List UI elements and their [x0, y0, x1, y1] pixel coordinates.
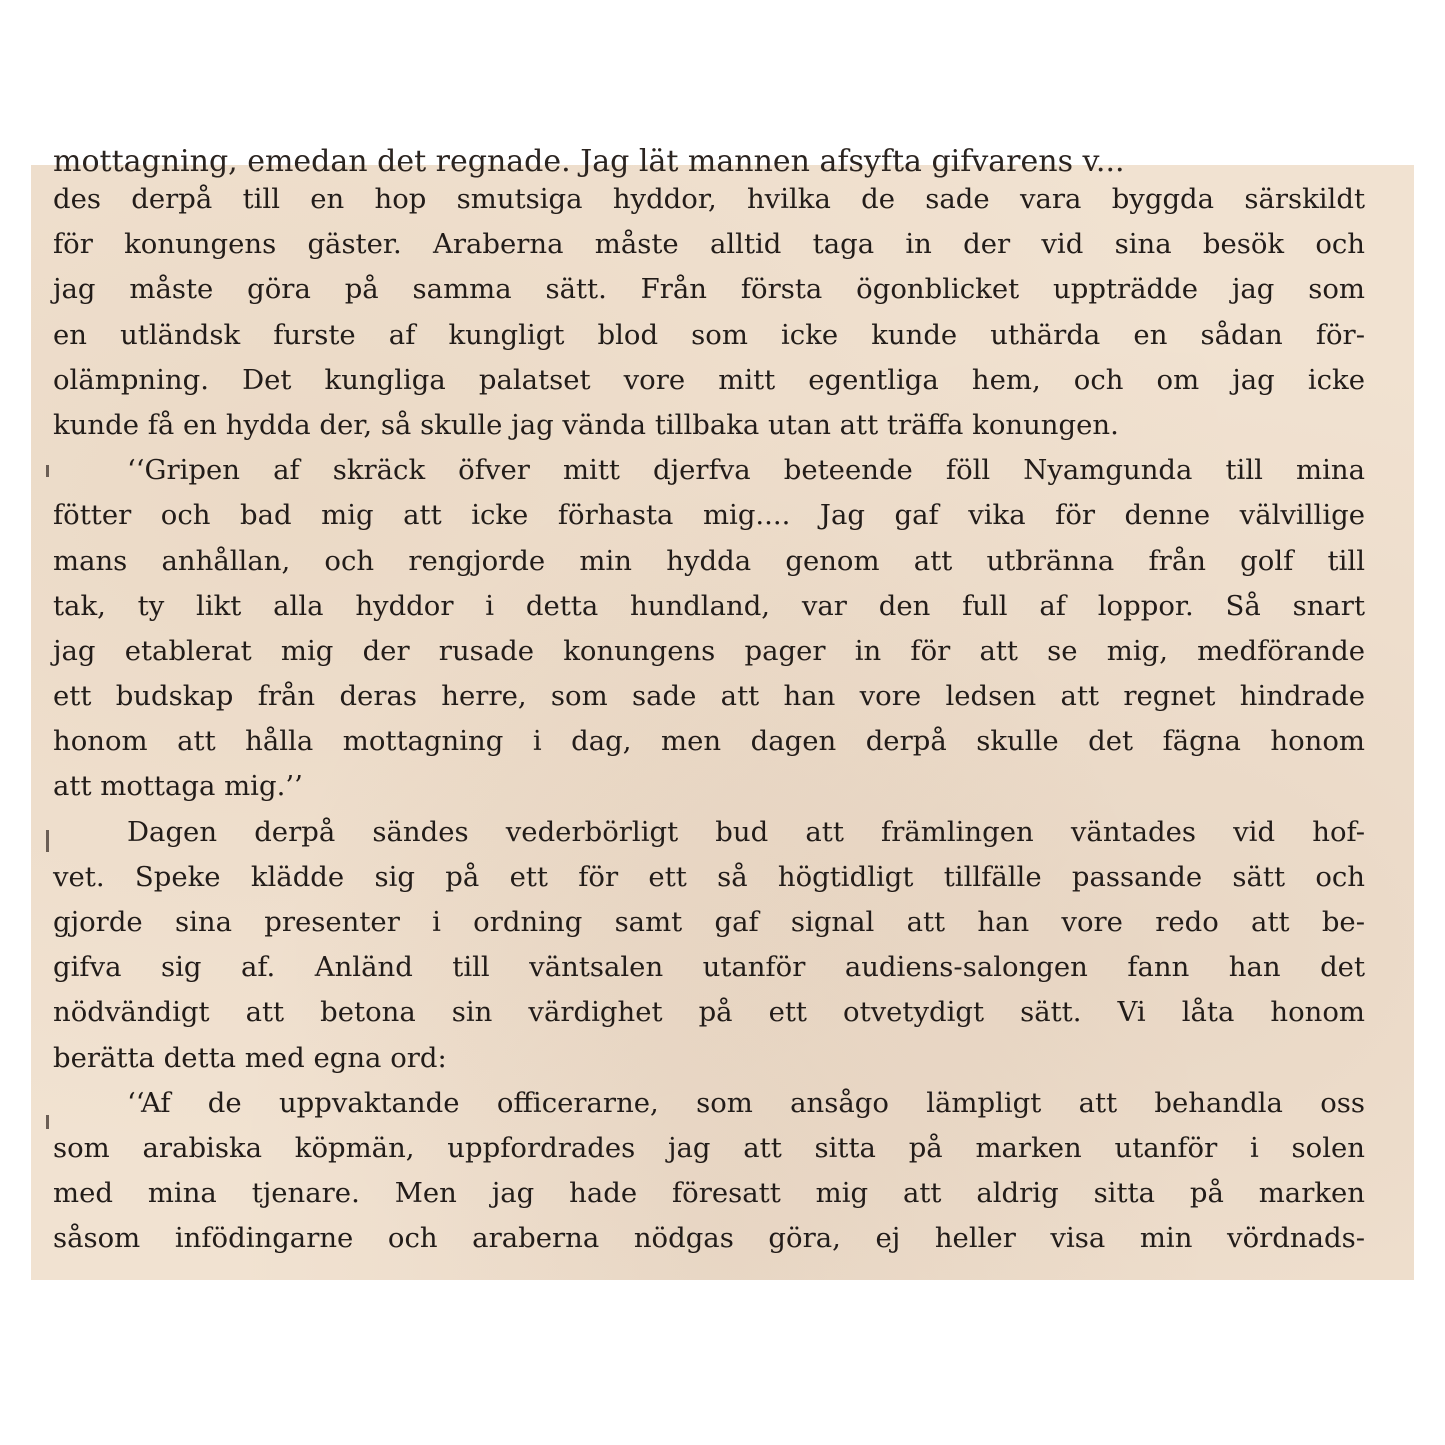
text-line: fötter och bad mig att icke förhasta mig.... Jag gaf vika för denne välvillige [53, 499, 1365, 532]
text-line: tak, ty likt alla hyddor i detta hundland, var den full af loppor. Så snart [53, 589, 1365, 622]
text-line: med mina tjenare. Men jag hade föresatt mig att aldrig sitta på marken [53, 1177, 1365, 1210]
margin-mark [46, 1115, 49, 1129]
text-line: ‘‘Af de uppvaktande officerarne, som ansågo lämpligt att behandla oss [127, 1086, 1365, 1119]
scanned-page [31, 144, 1414, 1280]
body-text [53, 177, 1365, 1262]
text-line: honom att hålla mottagning i dag, men dagen derpå skulle det fägna honom [53, 725, 1365, 758]
text-line: som arabiska köpmän, uppfordrades jag att sitta på marken utanför i solen [53, 1131, 1365, 1164]
text-line: såsom infödingarne och araberna nödgas göra, ej heller visa min vördnads- [53, 1222, 1365, 1255]
margin-mark [46, 465, 49, 477]
text-line: att mottaga mig.’’ [53, 770, 303, 803]
text-line: en utländsk furste af kungligt blod som icke kunde uthärda en sådan för- [53, 318, 1365, 351]
text-line: jag måste göra på samma sätt. Från första ögonblicket uppträdde jag som [53, 273, 1365, 306]
text-line: Dagen derpå sändes vederbörligt bud att främlingen väntades vid hof- [127, 815, 1365, 848]
text-line: gifva sig af. Anländ till väntsalen utanför audiens-salongen fann han det [53, 951, 1365, 984]
text-line: vet. Speke klädde sig på ett för ett så högtidligt tillfälle passande sätt och [53, 860, 1365, 893]
margin-mark [46, 830, 49, 852]
text-line: gjorde sina presenter i ordning samt gaf signal att han vore redo att be- [53, 906, 1365, 938]
text-line: nödvändigt att betona sin värdighet på ett otvetydigt sätt. Vi låta honom [53, 996, 1365, 1029]
text-line: olämpning. Det kungliga palatset vore mitt egentliga hem, och om jag icke [53, 363, 1365, 396]
text-line: mans anhållan, och rengjorde min hydda genom att utbränna från golf till [53, 544, 1365, 577]
text-line: kunde få en hydda der, så skulle jag vända tillbaka utan att träffa konungen. [53, 408, 1119, 441]
text-line: des derpå till en hop smutsiga hyddor, hvilka de sade vara byggda särskildt [53, 183, 1365, 215]
text-line: berätta detta med egna ord: [53, 1041, 447, 1074]
text-line: jag etablerat mig der rusade konungens pager in för att se mig, medförande [53, 634, 1365, 667]
text-line: för konungens gäster. Araberna måste alltid taga in der vid sina besök och [53, 228, 1365, 261]
text-line: ‘‘Gripen af skräck öfver mitt djerfva beteende föll Nyamgunda till mina [127, 454, 1365, 487]
text-line: ett budskap från deras herre, som sade att han vore ledsen att regnet hindrade [53, 680, 1365, 713]
cropped-top-line: mottagning, emedan det regnade. Jag lät mannen afsyfta gifvarens v... [53, 144, 1125, 179]
